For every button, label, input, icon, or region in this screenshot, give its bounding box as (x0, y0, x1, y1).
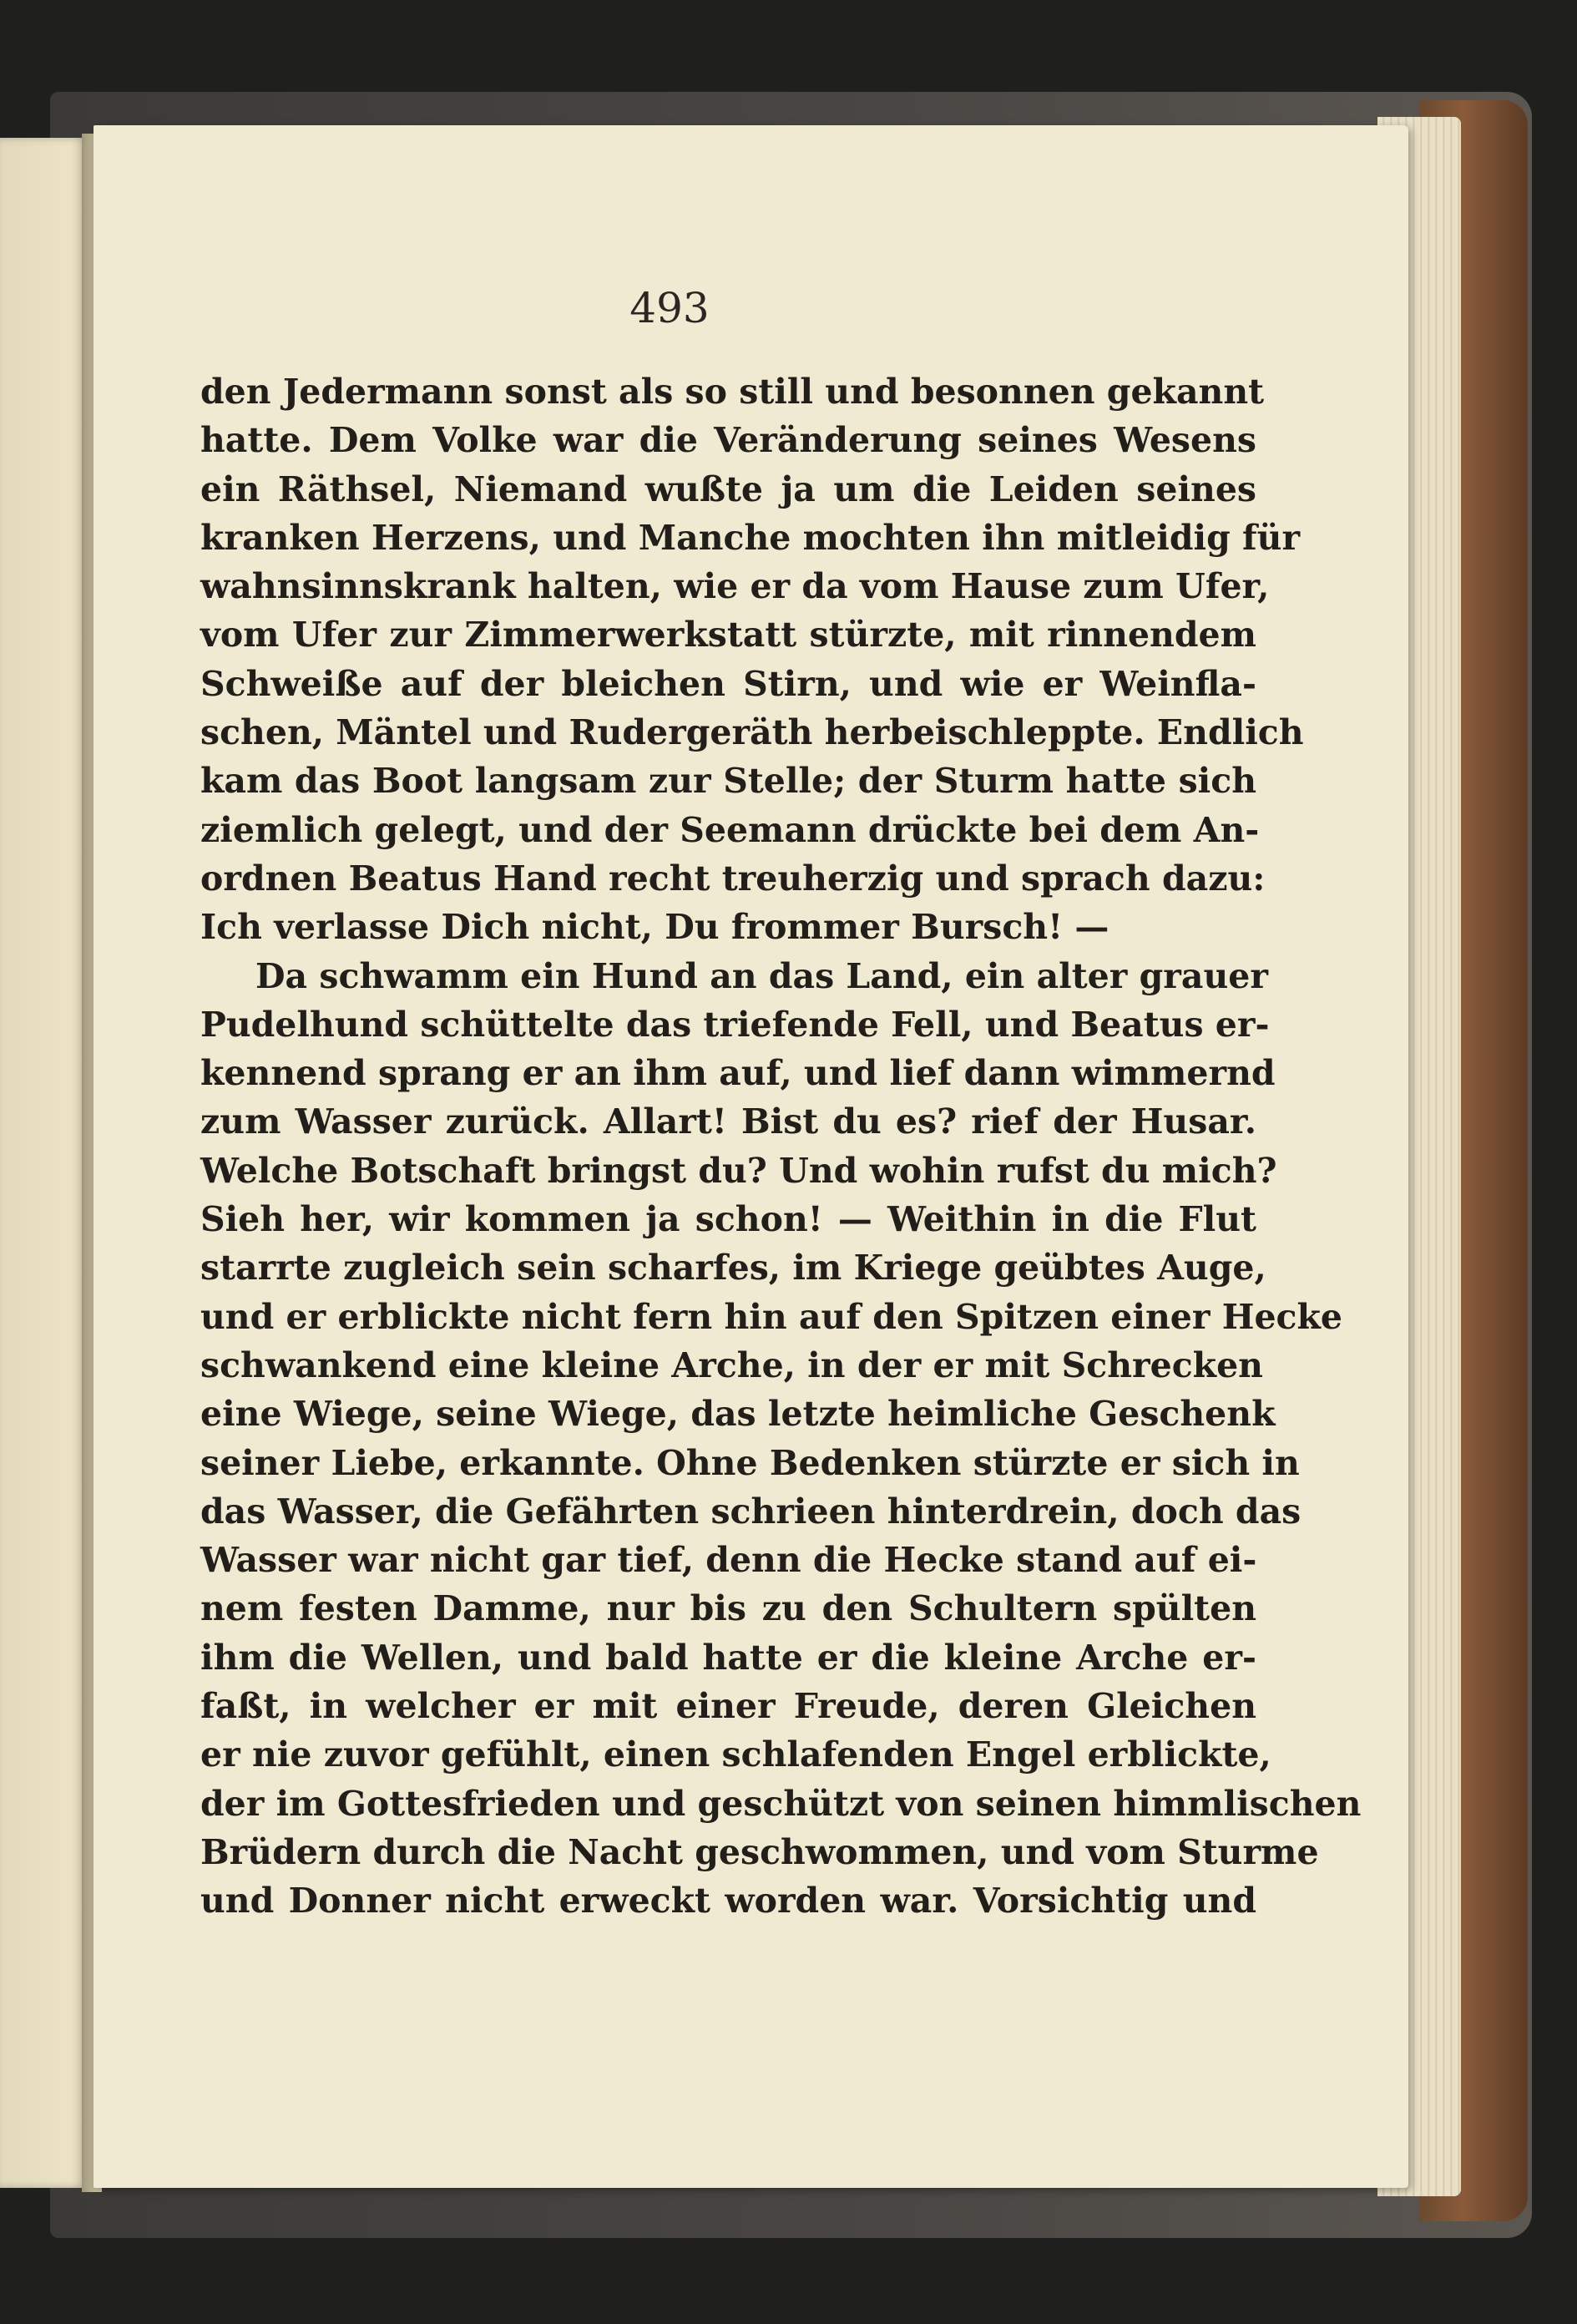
text-line: hatte. Dem Volke war die Veränderung seines Wesens (200, 420, 1256, 461)
text-line: Pudelhund schüttelte das triefende Fell, und Beatus er- (200, 1004, 1270, 1045)
text-line: schen, Mäntel und Rudergeräth herbeischleppte. Endlich (200, 712, 1304, 753)
left-page-strip (0, 138, 88, 2188)
text-line: Ich verlasse Dich nicht, Du frommer Bursch! — (200, 907, 1109, 948)
text-line: wahnsinnskrank halten, wie er da vom Hause zum Ufer, (200, 566, 1270, 607)
text-line: eine Wiege, seine Wiege, das letzte heimliche Geschenk (200, 1394, 1276, 1435)
text-line: den Jedermann sonst als so still und besonnen gekannt (200, 372, 1265, 412)
text-line: er nie zuvor gefühlt, einen schlafenden Engel erblickte, (200, 1734, 1271, 1775)
text-line: Schweiße auf der bleichen Stirn, und wie er Weinfla- (200, 663, 1256, 704)
text-line: und er erblickte nicht fern hin auf den Spitzen einer Hecke (200, 1296, 1343, 1337)
text-line: und Donner nicht erweckt worden war. Vorsichtig und (200, 1881, 1256, 1921)
text-line: seiner Liebe, erkannte. Ohne Bedenken stürzte er sich in (200, 1442, 1300, 1483)
text-line: kennend sprang er an ihm auf, und lief dann wimmernd (200, 1053, 1276, 1094)
text-line: starrte zugleich sein scharfes, im Kriege geübtes Auge, (200, 1248, 1266, 1289)
text-line: ziemlich gelegt, und der Seemann drückte bei dem An- (200, 809, 1260, 850)
text-line: ordnen Beatus Hand recht treuherzig und sprach dazu: (200, 858, 1266, 899)
text-line: kam das Boot langsam zur Stelle; der Sturm hatte sich (200, 761, 1256, 802)
text-line: schwankend eine kleine Arche, in der er mit Schrecken (200, 1344, 1263, 1385)
text-line: Wasser war nicht gar tief, denn die Hecke stand auf ei- (200, 1540, 1257, 1581)
right-page (94, 125, 1408, 2188)
text-line: Da schwamm ein Hund an das Land, ein alter grauer (255, 955, 1268, 996)
text-line: zum Wasser zurück. Allart! Bist du es? rief der Husar. (200, 1101, 1256, 1142)
text-line: Welche Botschaft bringst du? Und wohin rufst du mich? (200, 1150, 1277, 1191)
body-text (200, 367, 1362, 1926)
page-number: 493 (629, 284, 710, 332)
text-line: Brüdern durch die Nacht geschwommen, und vom Sturme (200, 1831, 1319, 1872)
text-line: faßt, in welcher er mit einer Freude, deren Gleichen (200, 1686, 1256, 1727)
text-line: ein Räthsel, Niemand wußte ja um die Leiden seines (200, 468, 1256, 509)
text-line: nem festen Damme, nur bis zu den Schultern spülten (200, 1588, 1256, 1629)
text-line: Sieh her, wir kommen ja schon! — Weithin in die Flut (200, 1199, 1256, 1240)
text-line: das Wasser, die Gefährten schrieen hinterdrein, doch das (200, 1491, 1302, 1532)
text-line: kranken Herzens, und Manche mochten ihn mitleidig für (200, 517, 1301, 558)
text-line: ihm die Wellen, und bald hatte er die kleine Arche er- (200, 1637, 1256, 1678)
text-line: vom Ufer zur Zimmerwerkstatt stürzte, mit rinnendem (200, 615, 1256, 656)
text-line: der im Gottesfrieden und geschützt von seinen himmlischen (200, 1783, 1362, 1824)
